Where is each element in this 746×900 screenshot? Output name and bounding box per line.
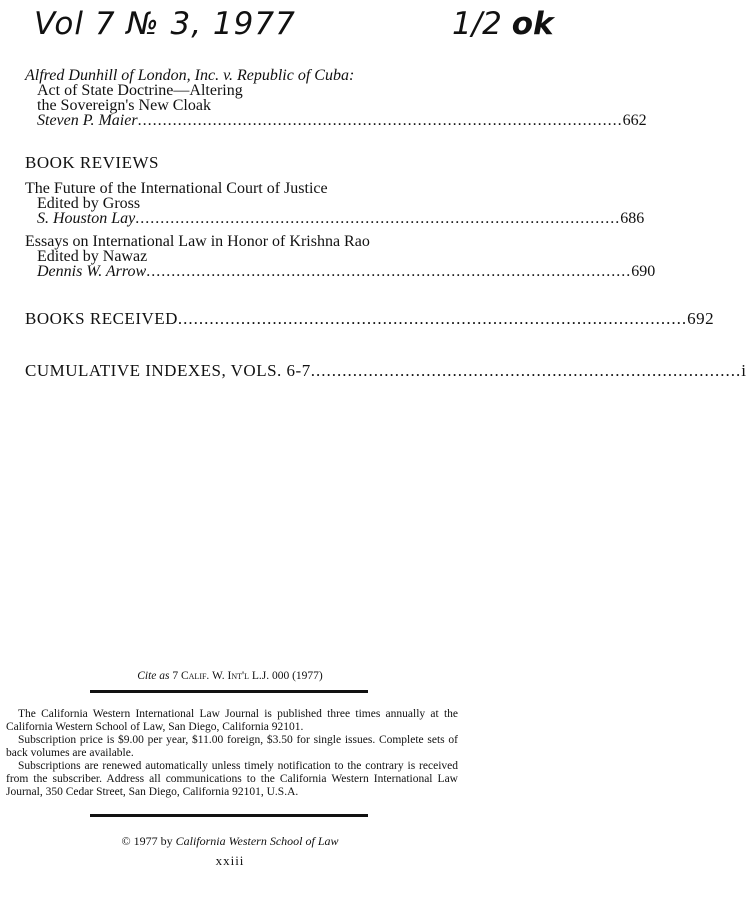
article-author-row	[25, 112, 647, 129]
article-page: 662	[622, 112, 647, 129]
publication-info-paragraph-2: Subscription price is $9.00 per year, $11.00 foreign, $3.50 for single issues. Complete sets of back volumes are available.	[6, 734, 458, 759]
handwritten-check-note: 1/2 ok	[452, 6, 554, 42]
review-reviewer: S. Houston Lay	[37, 210, 136, 227]
leader-dots: .................................................................................................	[177, 309, 688, 328]
review-reviewer-row	[25, 263, 656, 280]
review-title: The Future of the International Court of Justice	[25, 180, 328, 197]
book-reviews-heading: BOOK REVIEWS	[25, 153, 159, 172]
handwritten-volume-note: Vol 7 № 3, 1977	[34, 6, 296, 42]
divider-rule-bottom	[90, 814, 368, 817]
copyright-holder: California Western School of Law	[175, 834, 339, 848]
leader-dots: ..................................................................................	[310, 361, 742, 380]
review-reviewer-row	[25, 210, 645, 227]
leader-dots: .................................................................................................	[135, 210, 621, 227]
books-received-page: 692	[687, 309, 715, 328]
review-page: 690	[631, 263, 656, 280]
copyright-line	[0, 834, 460, 849]
publication-info-paragraph-3: Subscriptions are renewed automatically unless timely notification to the contrary is received from the subscriber. Address all communications to the California Western International Law Journal, 350 Cedar Street, San Diego, California 92101, U.S.A.	[6, 760, 458, 798]
publication-info-paragraph-1: The California Western International Law Journal is published three times annually at the California Western School of Law, San Diego, California 92101.	[6, 708, 458, 733]
review-editor: Edited by Gross	[37, 195, 141, 212]
review-editor: Edited by Nawaz	[37, 248, 148, 265]
page-number: xxiii	[215, 853, 245, 868]
divider-rule-top	[90, 690, 368, 693]
toc-entry-cumulative-indexes	[25, 361, 746, 380]
article-title-line1: Alfred Dunhill of London, Inc. v. Republic of Cuba:	[25, 67, 355, 84]
cumulative-indexes-page: i	[741, 361, 746, 380]
citation-line	[0, 670, 460, 682]
cite-prefix: Cite as	[137, 670, 170, 682]
publication-info	[6, 708, 458, 799]
toc-entry-review-2	[25, 233, 656, 280]
copyright-text: © 1977 by	[121, 834, 173, 848]
toc-entry-article	[25, 67, 647, 129]
review-reviewer: Dennis W. Arrow	[37, 263, 147, 280]
cite-text: 7 Calif. W. Int'l L.J. 000 (1977)	[172, 670, 323, 682]
article-author: Steven P. Maier	[37, 112, 138, 129]
cumulative-indexes-label: CUMULATIVE INDEXES, VOLS. 6-7	[25, 361, 311, 380]
review-title: Essays on International Law in Honor of Krishna Rao	[25, 233, 370, 250]
books-received-label: BOOKS RECEIVED	[25, 309, 178, 328]
leader-dots: .................................................................................................	[146, 263, 632, 280]
article-title-line2: Act of State Doctrine—Altering	[37, 82, 243, 99]
toc-entry-review-1	[25, 180, 645, 227]
toc-entry-books-received	[25, 309, 715, 328]
review-page: 686	[620, 210, 645, 227]
article-title-line3: the Sovereign's New Cloak	[37, 97, 211, 114]
leader-dots: .................................................................................................	[137, 112, 623, 129]
